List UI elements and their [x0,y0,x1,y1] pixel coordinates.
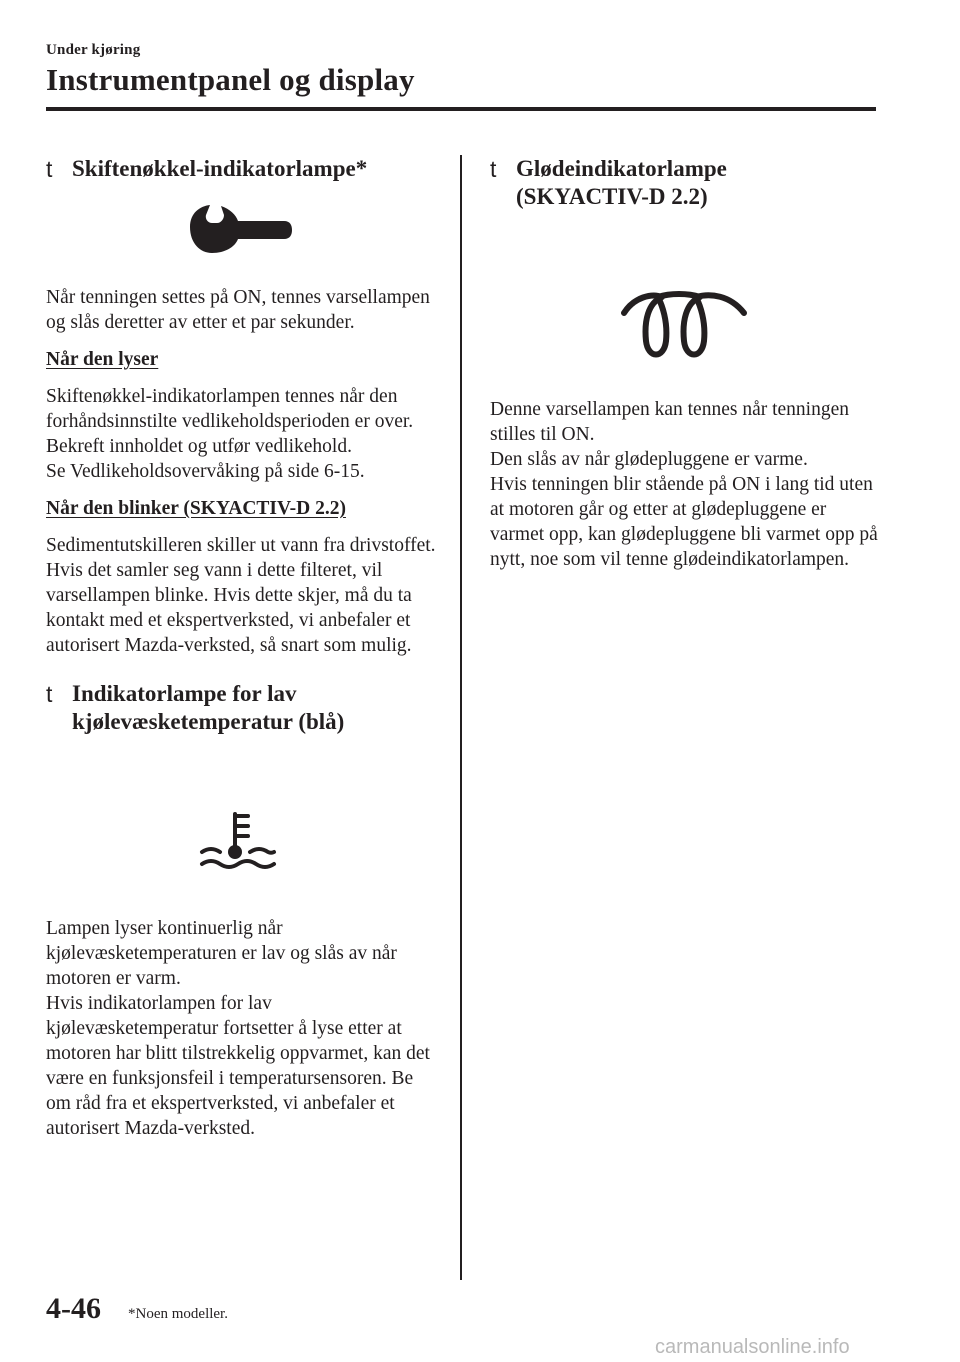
section-marker: t [490,156,497,182]
heading-line: kjølevæsketemperatur (blå) [72,709,345,734]
paragraph: Lampen lyser kontinuerlig når kjølevæsketemperaturen er lav og slås av når motoren er varm. [46,918,397,989]
sub-heading-when-lit: Når den lyser [46,349,159,370]
title-rule [46,107,876,111]
section-low-coolant-indicator [46,680,436,1141]
section-heading [46,155,436,183]
paragraph: Denne varsellampen kan tennes når tenningen stilles til ON. [490,399,849,445]
watermark: carmanualsonline.info [655,1336,850,1358]
coolant-temperature-icon [46,736,436,916]
section-heading-text [72,680,344,736]
paragraph: Hvis indikatorlampen for lav kjølevæsketemperatur fortsetter å lyse etter at motoren har blitt tilstrekkelig oppvarmet, kan det være en funksjonsfeil i temperatursensoren. Be om råd fra et ekspertverksted, vi anbefaler et autorisert Mazda-verksted. [46,993,430,1139]
paragraph: Sedimentutskilleren skiller ut vann fra drivstoffet. [46,535,436,556]
cross-reference: Se Vedlikeholdsovervåking på side 6-15. [46,461,365,482]
sub-heading-when-flashing: Når den blinker (SKYACTIV-D 2.2) [46,498,346,519]
paragraph: Skiftenøkkel-indikatorlampen tennes når den forhåndsinnstilte vedlikeholdsperioden er over. Bekreft innholdet og utfør vedlikehold. [46,386,414,457]
paragraph: Hvis det samler seg vann i dette filteret, vil varsellampen blinke. Hvis dette skjer, må du ta kontakt med et ekspertverksted, vi anbefaler et autorisert Mazda-verksted, så snart som mulig. [46,560,412,656]
section-heading [46,680,436,736]
section-heading-text [516,155,727,211]
section-marker: t [46,156,53,182]
page-number: 4-46 [46,1292,101,1325]
right-column [490,155,885,572]
heading-line: (SKYACTIV-D 2.2) [516,184,708,209]
left-column [46,155,436,1141]
section-intro: Når tenningen settes på ON, tennes varsellampen og slås deretter av etter et par sekunder. [46,287,430,333]
paragraph: Den slås av når glødepluggene er varme. [490,449,808,470]
heading-line: Glødeindikatorlampe [516,156,727,181]
page-title: Instrumentpanel og display [46,62,415,97]
section-heading [490,155,885,211]
footnote: *Noen modeller. [128,1306,228,1322]
wrench-icon [46,183,436,261]
running-head: Under kjøring [46,42,141,58]
heading-line: Indikatorlampe for lav [72,681,297,706]
section-glow-plug-indicator [490,155,885,572]
section-wrench-indicator [46,155,436,658]
column-divider [460,155,462,1280]
section-heading-text: Skiftenøkkel-indikatorlampe* [72,156,368,181]
paragraph: Hvis tenningen blir stående på ON i lang tid uten at motoren går og etter at glødepluggene er varmet opp, kan glødepluggene bli varmet opp på nytt, noe som vil tenne glødeindikatorlampen. [490,474,878,570]
section-marker: t [46,681,53,707]
glow-plug-coil-icon [490,211,885,391]
